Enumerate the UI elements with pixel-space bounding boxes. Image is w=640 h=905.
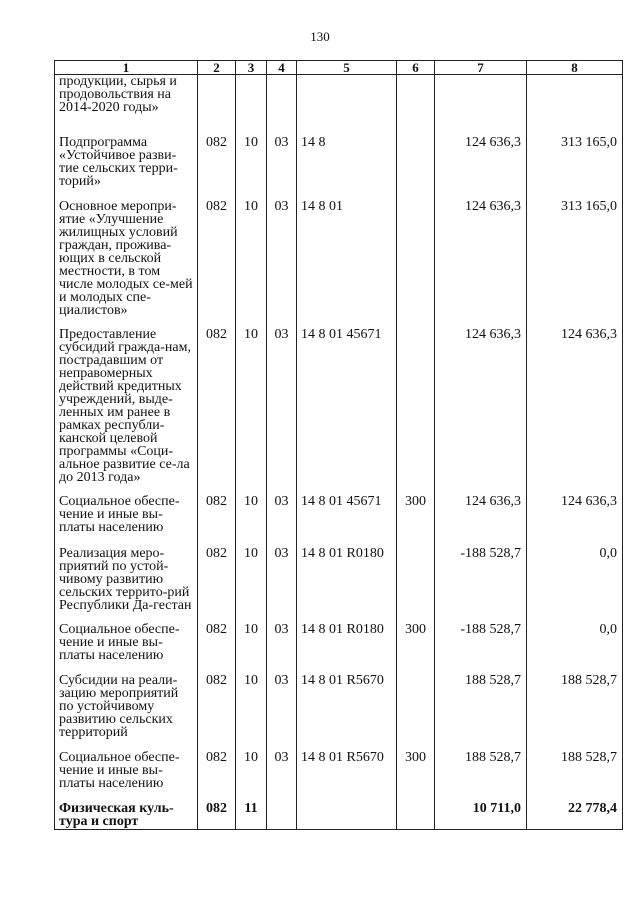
column-header-3: 3 [236,61,267,75]
column-header-1: 1 [55,61,198,75]
ministry-code-cell: 082 [198,674,236,751]
expense-type-cell [397,802,435,830]
amount-cell-8: 313 165,0 [527,200,623,328]
amount-cell-8: 313 165,0 [527,136,623,200]
amount-cell-7: 124 636,3 [435,136,527,200]
amount-cell-8: 0,0 [527,623,623,674]
section-code-cell: 10 [236,547,267,623]
table-row [55,200,623,328]
ministry-code-cell: 082 [198,751,236,802]
subsection-code-cell: 03 [267,495,297,547]
page-number: 130 [310,29,330,44]
target-article-cell: 14 8 01 R0180 [297,547,397,623]
row-name-cell: продукции, сырья и продовольствия на 2014-2020 годы» [55,75,198,137]
target-article-cell: 14 8 01 45671 [297,328,397,495]
subsection-code-cell: 03 [267,751,297,802]
table-row [55,623,623,674]
amount-cell-8: 124 636,3 [527,328,623,495]
table-row [55,547,623,623]
table-body [55,75,623,830]
expense-type-cell [397,547,435,623]
ministry-code-cell: 082 [198,495,236,547]
subsection-code-cell: 03 [267,200,297,328]
table-row [55,328,623,495]
ministry-code-cell: 082 [198,623,236,674]
amount-cell-8: 0,0 [527,547,623,623]
ministry-code-cell: 082 [198,547,236,623]
subsection-code-cell: 03 [267,623,297,674]
subsection-code-cell: 03 [267,136,297,200]
expense-type-cell [397,200,435,328]
row-name-cell: Социальное обеспе-чение и иные вы-платы населению [55,751,198,802]
column-header-8: 8 [527,61,623,75]
ministry-code-cell [198,75,236,137]
section-code-cell: 10 [236,328,267,495]
row-name-cell: Подпрограмма «Устойчивое разви-тие сельских терри-торий» [55,136,198,200]
amount-cell-8 [527,75,623,137]
ministry-code-cell: 082 [198,200,236,328]
amount-cell-7: -188 528,7 [435,547,527,623]
row-name-cell: Предоставление субсидий гражда-нам, пострадавшим от неправомерных действий кредитных учреждений, выде-ленных им ранее в рамках республи-канской целевой программы «Соци-альное развитие се-ла до 2013 года» [55,328,198,495]
ministry-code-cell: 082 [198,802,236,830]
row-name-cell: Социальное обеспе-чение и иные вы-платы населению [55,495,198,547]
table-row [55,674,623,751]
column-header-7: 7 [435,61,527,75]
table-row [55,802,623,830]
column-header-2: 2 [198,61,236,75]
target-article-cell: 14 8 01 R5670 [297,674,397,751]
table-row [55,75,623,137]
amount-cell-7: 188 528,7 [435,674,527,751]
section-code-cell: 10 [236,495,267,547]
amount-cell-7: 10 711,0 [435,802,527,830]
amount-cell-7 [435,75,527,137]
amount-cell-8: 22 778,4 [527,802,623,830]
column-header-5: 5 [297,61,397,75]
section-code-cell: 10 [236,751,267,802]
section-code-cell: 10 [236,200,267,328]
row-name-cell: Социальное обеспе-чение и иные вы-платы населению [55,623,198,674]
subsection-code-cell: 03 [267,328,297,495]
amount-cell-7: -188 528,7 [435,623,527,674]
table-row [55,495,623,547]
expense-type-cell: 300 [397,751,435,802]
amount-cell-7: 124 636,3 [435,495,527,547]
target-article-cell: 14 8 01 [297,200,397,328]
target-article-cell [297,75,397,137]
amount-cell-7: 188 528,7 [435,751,527,802]
amount-cell-8: 188 528,7 [527,674,623,751]
amount-cell-7: 124 636,3 [435,328,527,495]
column-header-6: 6 [397,61,435,75]
expense-type-cell: 300 [397,623,435,674]
section-code-cell: 10 [236,136,267,200]
amount-cell-8: 188 528,7 [527,751,623,802]
table-row [55,136,623,200]
table-header-row [55,61,623,75]
ministry-code-cell: 082 [198,136,236,200]
column-header-4: 4 [267,61,297,75]
subsection-code-cell: 03 [267,674,297,751]
target-article-cell: 14 8 01 R0180 [297,623,397,674]
target-article-cell: 14 8 01 R5670 [297,751,397,802]
target-article-cell [297,802,397,830]
expense-type-cell [397,75,435,137]
amount-cell-8: 124 636,3 [527,495,623,547]
section-code-cell [236,75,267,137]
target-article-cell: 14 8 01 45671 [297,495,397,547]
budget-table [54,60,623,830]
expense-type-cell [397,328,435,495]
subsection-code-cell: 03 [267,547,297,623]
subsection-code-cell [267,802,297,830]
ministry-code-cell: 082 [198,328,236,495]
row-name-cell: Реализация меро-приятий по устой-чивому развитию сельских террито-рий Республики Да-гестан [55,547,198,623]
expense-type-cell [397,674,435,751]
row-name-cell: Физическая куль-тура и спорт [55,802,198,830]
section-code-cell: 10 [236,623,267,674]
expense-type-cell [397,136,435,200]
amount-cell-7: 124 636,3 [435,200,527,328]
target-article-cell: 14 8 [297,136,397,200]
subsection-code-cell [267,75,297,137]
section-code-cell: 11 [236,802,267,830]
table-row [55,751,623,802]
row-name-cell: Основное меропри-ятие «Улучшение жилищных условий граждан, прожива-ющих в сельской местности, в том числе молодых се-мей и молодых спе-циалистов» [55,200,198,328]
section-code-cell: 10 [236,674,267,751]
expense-type-cell: 300 [397,495,435,547]
row-name-cell: Субсидии на реали-зацию мероприятий по устойчивому развитию сельских территорий [55,674,198,751]
